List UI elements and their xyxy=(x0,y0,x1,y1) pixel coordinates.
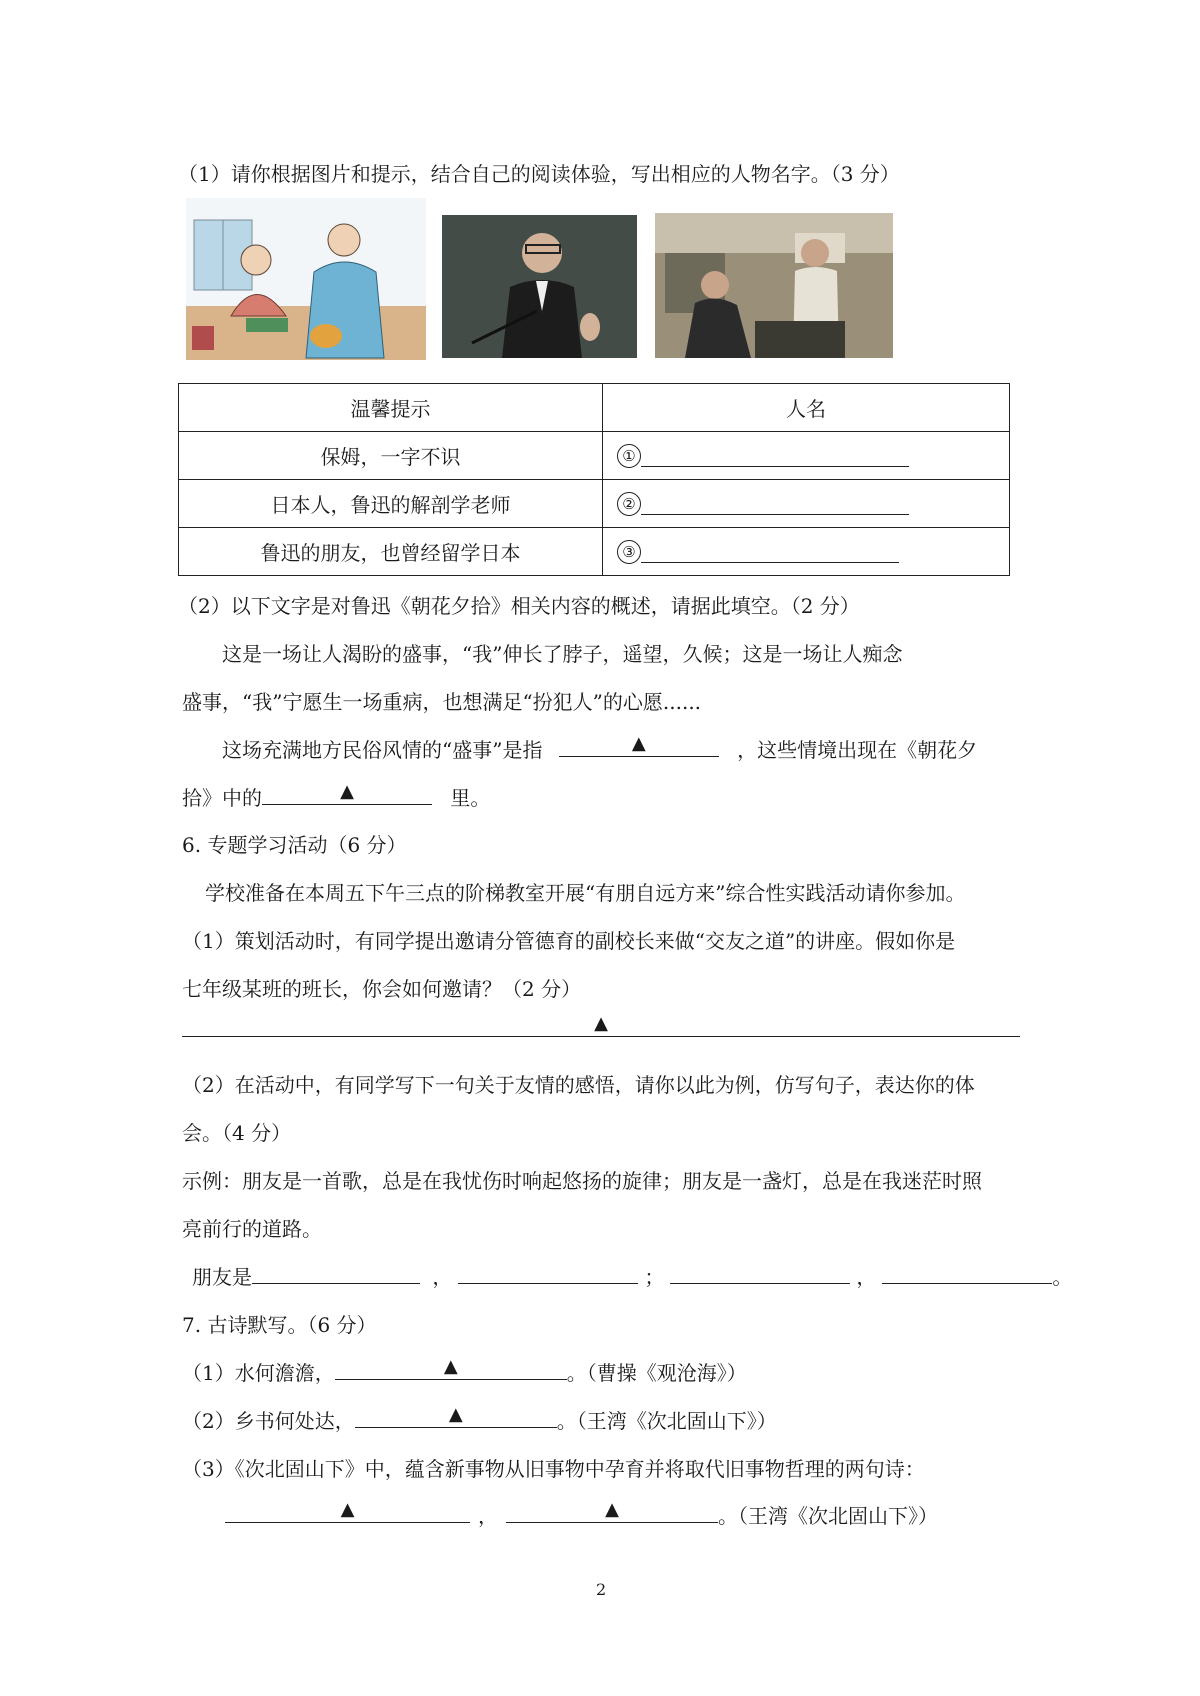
answer-blank[interactable] xyxy=(641,542,899,563)
question-6-2-line-2: 会。（4 分） xyxy=(182,1121,292,1145)
poem-2-prefix: （2）乡书何处达， xyxy=(182,1409,355,1433)
row-hint: 鲁迅的朋友，也曾经留学日本 xyxy=(179,528,603,576)
answer-blank[interactable] xyxy=(641,494,909,515)
poem-blank-3[interactable] xyxy=(225,1500,470,1523)
fill-b-prefix: 拾》中的 xyxy=(182,786,262,810)
separator: ， xyxy=(856,1265,877,1289)
poem-2-suffix: 。（王湾《次北固山下》） xyxy=(556,1409,777,1433)
table-row xyxy=(179,480,1010,528)
fill-blank-b[interactable] xyxy=(262,782,432,805)
illustration-fan-ainong xyxy=(655,213,893,358)
table-header-row xyxy=(179,384,1010,432)
example-line-2: 亮前行的道路。 xyxy=(182,1217,322,1241)
example-line-1: 示例：朋友是一首歌，总是在我忧伤时响起悠扬的旋律；朋友是一盏灯，总是在我迷茫时照 xyxy=(182,1169,982,1193)
answer-blank[interactable] xyxy=(641,446,909,467)
question-6-title: 6. 专题学习活动（6 分） xyxy=(182,833,407,857)
triangle-marker: ▲ xyxy=(340,781,354,802)
fill-line-b xyxy=(182,782,490,811)
poem-1-suffix: 。（曹操《观沧海》） xyxy=(566,1361,747,1385)
question-6-intro: 学校准备在本周五下午三点的阶梯教室开展“有朋自远方来”综合性实践活动请你参加。 xyxy=(205,881,966,905)
illustration-fujino xyxy=(442,215,637,358)
friend-blank-2[interactable] xyxy=(458,1261,638,1284)
passage-line-1: 这是一场让人渴盼的盛事，“我”伸长了脖子，遥望，久候；这是一场让人痴念 xyxy=(222,642,903,666)
fill-a-suffix: ，这些情境出现在《朝花夕 xyxy=(737,738,978,762)
friend-blank-3[interactable] xyxy=(670,1261,850,1284)
illustration-ah-chang xyxy=(186,198,426,360)
friend-blank-4[interactable] xyxy=(882,1261,1052,1284)
poem-blank-4[interactable] xyxy=(506,1500,718,1523)
header-name: 人名 xyxy=(603,384,1010,432)
poem-line-3: （3）《次北固山下》中，蕴含新事物从旧事物中孕育并将取代旧事物哲理的两句诗： xyxy=(182,1457,925,1481)
poem-line-4 xyxy=(225,1500,938,1529)
poem-4-suffix: 。（王湾《次北固山下》） xyxy=(718,1504,938,1528)
page-number: 2 xyxy=(596,1580,607,1599)
poem-line-2 xyxy=(182,1405,777,1434)
circled-number: ③ xyxy=(617,540,641,564)
question-5-1: （1）请你根据图片和提示，结合自己的阅读体验，写出相应的人物名字。（3 分） xyxy=(178,162,900,186)
hint-table xyxy=(178,383,1010,576)
header-hint: 温馨提示 xyxy=(179,384,603,432)
friend-prefix: 朋友是 xyxy=(192,1265,252,1289)
answer-cell xyxy=(603,432,1010,480)
triangle-marker: ▲ xyxy=(594,1013,608,1034)
fill-blank-a[interactable] xyxy=(559,734,719,757)
friend-fill-line xyxy=(192,1261,1072,1290)
separator: ， xyxy=(478,1504,498,1528)
separator: ， xyxy=(432,1265,453,1289)
triangle-marker: ▲ xyxy=(443,1356,458,1377)
question-6-1-line-1: （1）策划活动时，有同学提出邀请分管德育的副校长来做“交友之道”的讲座。假如你是 xyxy=(182,929,956,953)
poem-blank-2[interactable] xyxy=(355,1405,557,1428)
question-5-2: （2）以下文字是对鲁迅《朝花夕拾》相关内容的概述，请据此填空。（2 分） xyxy=(178,594,860,618)
friend-blank-1[interactable] xyxy=(252,1261,420,1284)
fill-a-prefix: 这场充满地方民俗风情的“盛事”是指 xyxy=(222,738,543,762)
row-hint: 保姆，一字不识 xyxy=(179,432,603,480)
poem-line-1 xyxy=(182,1357,747,1386)
triangle-marker: ▲ xyxy=(448,1404,463,1425)
triangle-marker: ▲ xyxy=(631,733,646,754)
question-7-title: 7. 古诗默写。（6 分） xyxy=(182,1313,377,1337)
poem-blank-1[interactable] xyxy=(335,1357,567,1380)
answer-cell xyxy=(603,480,1010,528)
table-row xyxy=(179,528,1010,576)
answer-line-6-1[interactable] xyxy=(182,1014,1020,1037)
question-6-1-line-2: 七年级某班的班长，你会如何邀请？（2 分） xyxy=(182,977,582,1001)
poem-1-prefix: （1）水何澹澹， xyxy=(182,1361,335,1385)
table-row xyxy=(179,432,1010,480)
question-6-2-line-1: （2）在活动中，有同学写下一句关于友情的感悟，请你以此为例，仿写句子，表达你的体 xyxy=(182,1073,975,1097)
separator: ； xyxy=(644,1265,665,1289)
answer-cell xyxy=(603,528,1010,576)
circled-number: ① xyxy=(617,444,641,468)
passage-line-2: 盛事，“我”宁愿生一场重病，也想满足“扮犯人”的心愿...... xyxy=(182,690,702,714)
row-hint: 日本人，鲁迅的解剖学老师 xyxy=(179,480,603,528)
sentence-end: 。 xyxy=(1052,1265,1073,1289)
triangle-marker: ▲ xyxy=(340,1499,355,1520)
triangle-marker: ▲ xyxy=(605,1499,619,1520)
circled-number: ② xyxy=(617,492,641,516)
fill-b-suffix: 里。 xyxy=(450,786,491,810)
fill-line-a xyxy=(222,734,977,763)
